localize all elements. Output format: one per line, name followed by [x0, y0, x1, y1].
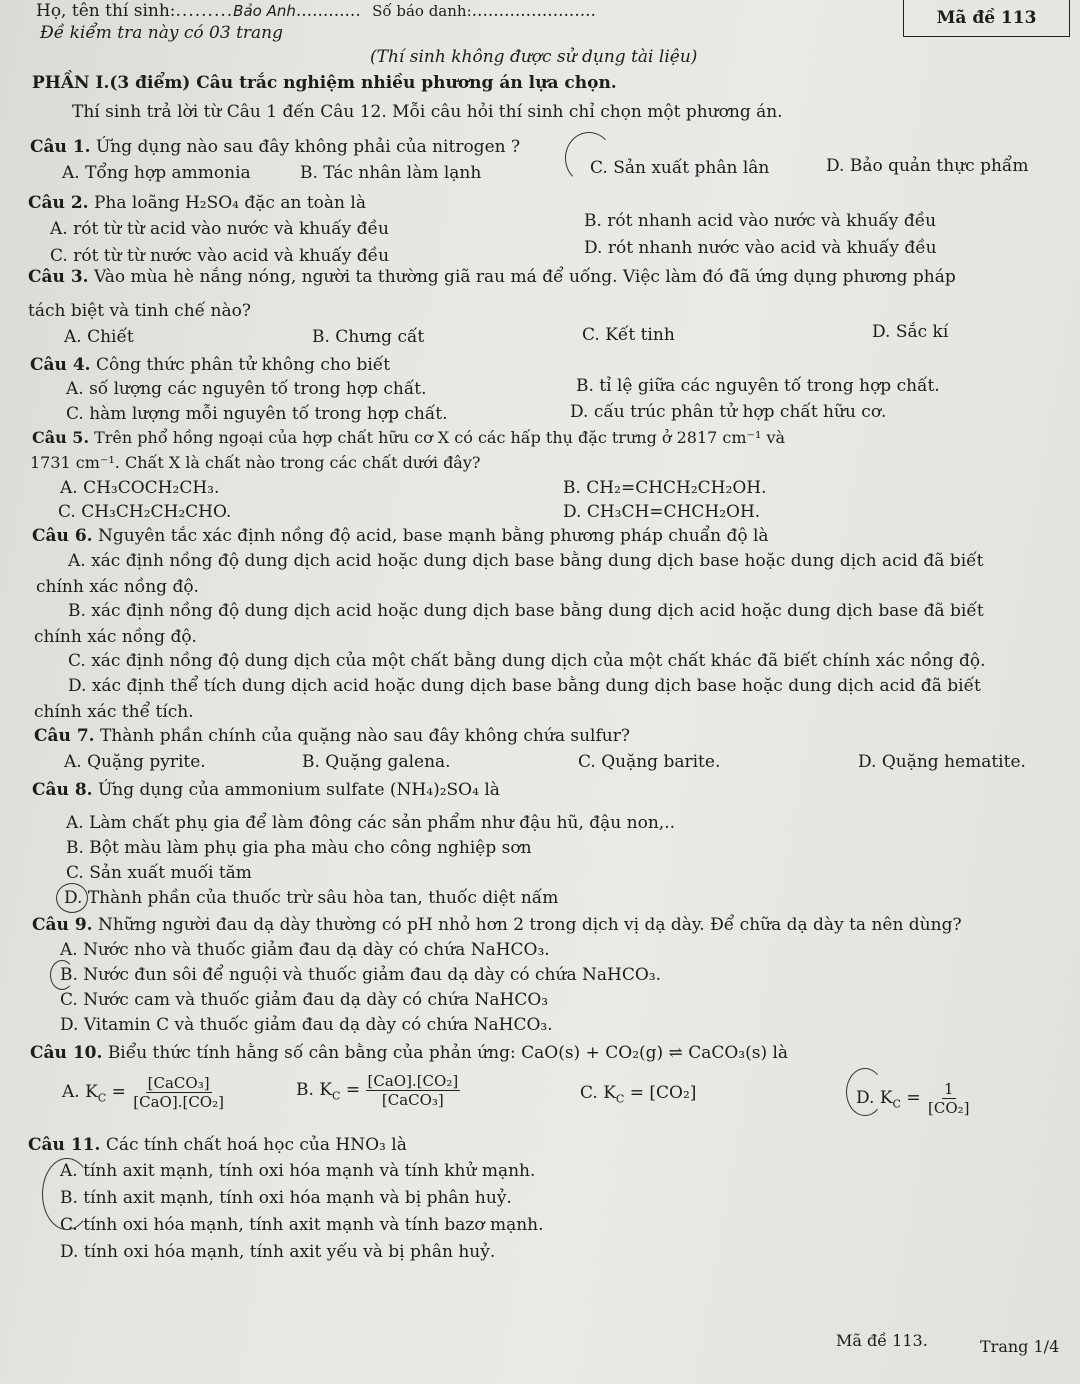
q3-option-b[interactable]: B. Chưng cất	[312, 327, 425, 347]
fraction	[926, 1080, 972, 1117]
question-text: Các tính chất hoá học của HNO₃ là	[105, 1135, 407, 1155]
q10-option-b[interactable]: B. $K_C$ = $\frac{\text{[CaO].[CO₂]}}{\text{[CaCO₃]}}$	[296, 1072, 459, 1109]
question-6	[32, 525, 769, 547]
q6-option-c[interactable]: C. xác định nồng độ dung dịch của một chất bằng dung dịch của một chất khác đã biết chính xác nồng độ.	[68, 651, 986, 671]
name-value: Bảo Anh	[233, 2, 296, 20]
question-text: Pha loãng H₂SO₄ đặc an toàn là	[93, 193, 366, 213]
q5-option-c[interactable]: C. CH₃CH₂CH₂CHO.	[58, 502, 232, 522]
numerator: [CaCO₃]	[147, 1074, 210, 1092]
q1-option-a[interactable]: A. Tổng hợp ammonia	[62, 163, 251, 183]
q8-option-a[interactable]: A. Làm chất phụ gia để làm đông các sản phẩm như đậu hũ, đậu non,..	[66, 813, 675, 833]
question-text: Vào mùa hè nắng nóng, người ta thường giã rau má để uống. Việc làm đó đã ứng dụng phương pháp	[93, 267, 956, 287]
question-3-cont: tách biệt và tinh chế nào?	[28, 301, 251, 321]
q11-option-c[interactable]: C. tính oxi hóa mạnh, tính axit mạnh và tính bazơ mạnh.	[60, 1215, 544, 1235]
q2-option-b[interactable]: B. rót nhanh acid vào nước và khuấy đều	[584, 211, 937, 231]
q7-option-d[interactable]: D. Quặng hematite.	[858, 752, 1026, 772]
q2-option-c[interactable]: C. rót từ từ nước vào acid và khuấy đều	[50, 246, 390, 266]
q6-option-b[interactable]: B. xác định nồng độ dung dịch acid hoặc dung dịch base bằng dung dịch acid hoặc dung dịch base đã biết	[68, 601, 984, 621]
pages-note: Đề kiểm tra này có 03 trang	[40, 23, 284, 43]
q6-option-a-cont: chính xác nồng độ.	[36, 577, 199, 597]
q3-option-c[interactable]: C. Kết tinh	[582, 325, 675, 345]
question-3	[28, 266, 956, 288]
question-10	[30, 1042, 788, 1064]
fraction	[366, 1072, 461, 1109]
question-text: Thành phần chính của quặng nào sau đây không chứa sulfur?	[99, 726, 630, 746]
exam-note: (Thí sinh không được sử dụng tài liệu)	[370, 47, 698, 67]
numerator: 1	[944, 1080, 954, 1098]
pen-circle-mark	[56, 883, 88, 913]
q3-option-a[interactable]: A. Chiết	[64, 327, 134, 347]
question-5-cont: 1731 cm⁻¹. Chất X là chất nào trong các chất dưới đây?	[30, 453, 481, 472]
q11-option-b[interactable]: B. tính axit mạnh, tính oxi hóa mạnh và bị phân huỷ.	[60, 1188, 512, 1208]
q1-option-d[interactable]: D. Bảo quản thực phẩm	[826, 156, 1029, 176]
q5-option-b[interactable]: B. CH₂=CHCH₂CH₂OH.	[563, 478, 767, 498]
q9-option-d[interactable]: D. Vitamin C và thuốc giảm đau dạ dày có chứa NaHCO₃.	[60, 1015, 553, 1035]
question-text: Công thức phân tử không cho biết	[95, 355, 391, 375]
q6-option-b-cont: chính xác nồng độ.	[34, 627, 197, 647]
pen-circle-mark	[42, 1158, 92, 1230]
q4-option-a[interactable]: A. số lượng các nguyên tố trong hợp chất.	[66, 379, 427, 399]
question-8	[32, 779, 500, 801]
q8-option-c[interactable]: C. Sản xuất muối tăm	[66, 863, 252, 883]
question-number: Câu 9.	[32, 915, 93, 935]
part-instruction: Thí sinh trả lời từ Câu 1 đến Câu 12. Mỗi câu hỏi thí sinh chỉ chọn một phương án.	[72, 102, 783, 122]
q7-option-b[interactable]: B. Quặng galena.	[302, 752, 451, 772]
question-number: Câu 5.	[32, 428, 90, 447]
question-5	[32, 427, 785, 449]
q11-option-d[interactable]: D. tính oxi hóa mạnh, tính axit yếu và bị phân huỷ.	[60, 1242, 496, 1262]
q2-option-a[interactable]: A. rót từ từ acid vào nước và khuấy đều	[50, 219, 389, 239]
q1-option-c[interactable]: C. Sản xuất phân lân	[590, 158, 770, 178]
k-subscript: C	[332, 1089, 341, 1103]
q5-option-a[interactable]: A. CH₃COCH₂CH₃.	[60, 478, 220, 498]
footer-exam-code: Mã đề 113.	[836, 1331, 928, 1350]
q7-option-c[interactable]: C. Quặng barite.	[578, 752, 721, 772]
question-number: Câu 11.	[28, 1135, 101, 1155]
k-subscript: C	[97, 1091, 107, 1105]
question-number: Câu 10.	[30, 1043, 103, 1063]
candidate-name-line: Họ, tên thí sinh:.........Bảo Anh............ Số báo danh:.......................	[36, 1, 596, 21]
expression: = [CO₂]	[629, 1083, 697, 1103]
question-9	[32, 914, 962, 936]
question-text: Nguyên tắc xác định nồng độ acid, base mạnh bằng phương pháp chuẩn độ là	[97, 526, 769, 546]
q4-option-d[interactable]: D. cấu trúc phân tử hợp chất hữu cơ.	[570, 402, 887, 422]
q11-option-a[interactable]: A. tính axit mạnh, tính oxi hóa mạnh và tính khử mạnh.	[60, 1161, 536, 1181]
option-label: D.	[856, 1088, 875, 1108]
q1-option-b[interactable]: B. Tác nhân làm lạnh	[300, 163, 482, 183]
q4-option-b[interactable]: B. tỉ lệ giữa các nguyên tố trong hợp chất.	[576, 376, 940, 396]
question-number: Câu 4.	[30, 355, 91, 375]
q10-option-c[interactable]: C. $K_C = [CO_2]$	[580, 1083, 697, 1106]
question-number: Câu 2.	[28, 193, 89, 213]
q7-option-a[interactable]: A. Quặng pyrite.	[64, 752, 206, 772]
q3-option-d[interactable]: D. Sắc kí	[872, 322, 949, 342]
q10-option-a[interactable]: A. $K_C$ = $\frac{\text{[CaCO₃]}}{\text{[CaO].[CO₂]}}$	[62, 1074, 224, 1111]
q9-option-b[interactable]: B. Nước đun sôi để nguội và thuốc giảm đau dạ dày có chứa NaHCO₃.	[60, 965, 661, 985]
q6-option-d[interactable]: D. xác định thể tích dung dịch acid hoặc dung dịch base bằng dung dịch base hoặc dung dịch acid đã biết	[68, 676, 981, 696]
footer-page-number: Trang 1/4	[980, 1337, 1060, 1356]
denominator: [CaCO₃]	[381, 1091, 444, 1109]
question-number: Câu 1.	[30, 137, 91, 157]
q9-option-c[interactable]: C. Nước cam và thuốc giảm đau dạ dày có chứa NaHCO₃	[60, 990, 549, 1010]
exam-code: Mã đề 113	[936, 8, 1037, 28]
pen-circle-mark	[565, 132, 613, 184]
pen-circle-mark	[846, 1068, 884, 1116]
question-number: Câu 3.	[28, 267, 89, 287]
question-2	[28, 192, 366, 214]
question-number: Câu 6.	[32, 526, 93, 546]
q6-option-a[interactable]: A. xác định nồng độ dung dịch acid hoặc dung dịch base bằng dung dịch base hoặc dung dịch acid đã biết	[68, 551, 984, 571]
fraction	[131, 1074, 226, 1111]
pen-circle-mark	[50, 960, 74, 990]
question-text: Trên phổ hồng ngoại của hợp chất hữu cơ X có các hấp thụ đặc trưng ở 2817 cm⁻¹ và	[94, 428, 786, 447]
part-title: PHẦN I.(3 điểm) Câu trắc nghiệm nhiều phương án lựa chọn.	[32, 73, 617, 93]
question-11	[28, 1134, 407, 1156]
question-text: Những người đau dạ dày thường có pH nhỏ hơn 2 trong dịch vị dạ dày. Để chữa dạ dày ta nên dùng?	[97, 915, 962, 935]
denominator: [CO₂]	[928, 1099, 970, 1117]
q9-option-a[interactable]: A. Nước nho và thuốc giảm đau dạ dày có chứa NaHCO₃.	[60, 940, 550, 960]
exam-code-box	[903, 0, 1070, 37]
question-1	[30, 136, 520, 158]
question-4	[30, 354, 390, 376]
sbd-label: Số báo danh:	[372, 2, 472, 20]
question-text: Ứng dụng của ammonium sulfate (NH₄)₂SO₄ là	[97, 780, 500, 800]
k-subscript: C	[615, 1092, 625, 1106]
name-label: Họ, tên thí sinh:	[36, 1, 176, 21]
q8-option-d[interactable]: D. Thành phần của thuốc trừ sâu hòa tan, thuốc diệt nấm	[64, 888, 559, 908]
question-number: Câu 7.	[34, 726, 95, 746]
question-number: Câu 8.	[32, 780, 93, 800]
q4-option-c[interactable]: C. hàm lượng mỗi nguyên tố trong hợp chất.	[66, 404, 448, 424]
q6-option-d-cont: chính xác thể tích.	[34, 702, 194, 722]
k-subscript: C	[892, 1097, 901, 1111]
q5-option-d[interactable]: D. CH₃CH=CHCH₂OH.	[563, 502, 761, 522]
question-text: Ứng dụng nào sau đây không phải của nitrogen ?	[95, 137, 521, 157]
question-7	[34, 725, 630, 747]
q10-option-d[interactable]: D. $K_C$ = $\frac{1}{\text{[CO₂]}}$	[856, 1080, 970, 1117]
numerator: [CaO].[CO₂]	[367, 1072, 459, 1090]
q2-option-d[interactable]: D. rót nhanh nước vào acid và khuấy đều	[584, 238, 937, 258]
option-label: B.	[296, 1080, 314, 1100]
option-label: A.	[62, 1082, 80, 1102]
question-text: Biểu thức tính hằng số cân bằng của phản ứng: CaO(s) + CO₂(g) ⇌ CaCO₃(s) là	[107, 1043, 789, 1063]
option-label: C.	[580, 1083, 598, 1103]
denominator: [CaO].[CO₂]	[133, 1093, 224, 1111]
q8-option-b[interactable]: B. Bột màu làm phụ gia pha màu cho công nghiệp sơn	[66, 838, 532, 858]
